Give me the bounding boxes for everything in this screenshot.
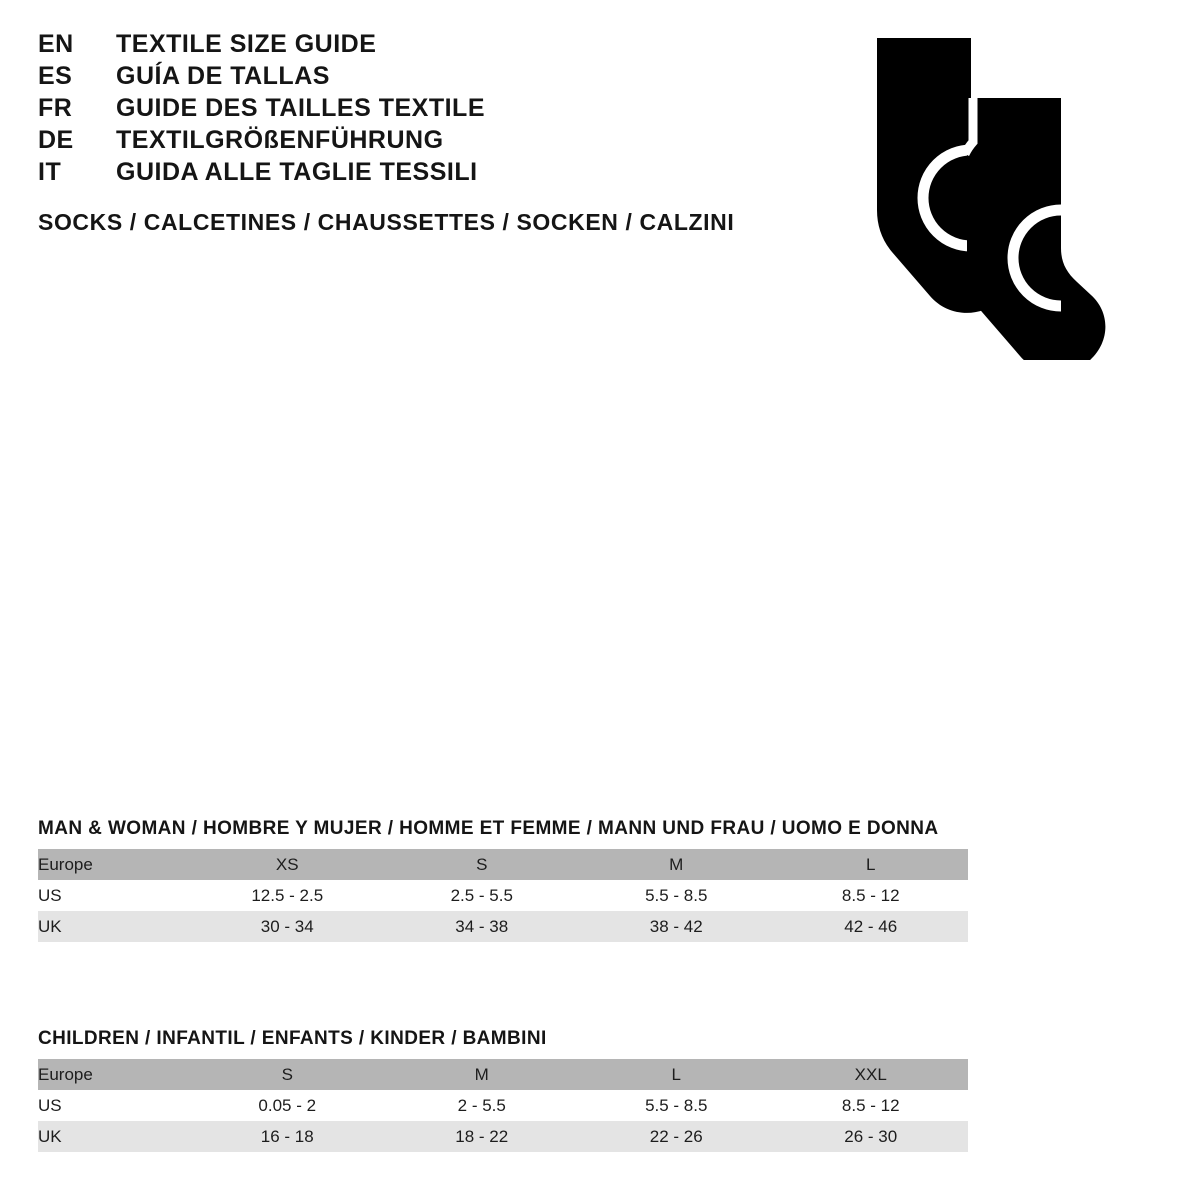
socks-illustration [805,30,1135,360]
cell-uk-3: 22 - 26 [579,1121,774,1152]
language-row-fr [38,94,798,123]
language-title-de: TEXTILGRÖßENFÜHRUNG [116,126,444,154]
language-title-it: GUIDA ALLE TAGLIE TESSILI [116,158,478,186]
table-row [38,1090,968,1121]
cell-uk-3: 38 - 42 [579,911,774,942]
cell-uk-1: 30 - 34 [190,911,385,942]
language-code-en: EN [38,30,74,58]
product-category-line: SOCKS / CALCETINES / CHAUSSETTES / SOCKEN / CALZINI [38,209,735,235]
cell-uk-2: 34 - 38 [385,911,580,942]
language-row-es [38,62,798,91]
language-row-it [38,158,798,187]
cell-europe-4: L [774,849,969,880]
cell-us-1: 0.05 - 2 [190,1090,385,1121]
children-size-section [38,1028,968,1152]
language-row-en [38,30,798,59]
cell-europe-1: S [190,1059,385,1090]
cell-us-4: 8.5 - 12 [774,1090,969,1121]
cell-us-3: 5.5 - 8.5 [579,880,774,911]
language-code-it: IT [38,158,62,186]
adult-size-section [38,818,968,942]
table-row [38,849,968,880]
cell-us-2: 2.5 - 5.5 [385,880,580,911]
cell-us-3: 5.5 - 8.5 [579,1090,774,1121]
row-label-uk: UK [38,1121,190,1152]
row-label-europe: Europe [38,1059,190,1090]
cell-europe-4: XXL [774,1059,969,1090]
cell-uk-4: 42 - 46 [774,911,969,942]
language-title-fr: GUIDE DES TAILLES TEXTILE [116,94,486,122]
table-row [38,911,968,942]
table-row [38,1121,968,1152]
cell-uk-1: 16 - 18 [190,1121,385,1152]
table-row [38,880,968,911]
cell-uk-2: 18 - 22 [385,1121,580,1152]
adult-size-table [38,849,968,942]
cell-uk-4: 26 - 30 [774,1121,969,1152]
language-code-es: ES [38,62,73,90]
language-row-de [38,126,798,155]
language-title-es: GUÍA DE TALLAS [116,62,330,90]
cell-europe-3: M [579,849,774,880]
socks-pair-icon [805,30,1135,360]
cell-europe-1: XS [190,849,385,880]
size-guide-header [38,30,798,236]
children-section-title: CHILDREN / INFANTIL / ENFANTS / KINDER / BAMBINI [38,1028,547,1049]
row-label-us: US [38,1090,190,1121]
row-label-uk: UK [38,911,190,942]
cell-europe-2: M [385,1059,580,1090]
cell-europe-2: S [385,849,580,880]
adult-section-title: MAN & WOMAN / HOMBRE Y MUJER / HOMME ET FEMME / MANN UND FRAU / UOMO E DONNA [38,818,939,839]
language-title-en: TEXTILE SIZE GUIDE [116,30,377,58]
cell-us-1: 12.5 - 2.5 [190,880,385,911]
language-code-de: DE [38,126,74,154]
language-code-fr: FR [38,94,73,122]
row-label-us: US [38,880,190,911]
children-size-table [38,1059,968,1152]
cell-europe-3: L [579,1059,774,1090]
cell-us-2: 2 - 5.5 [385,1090,580,1121]
table-row [38,1059,968,1090]
cell-us-4: 8.5 - 12 [774,880,969,911]
row-label-europe: Europe [38,849,190,880]
